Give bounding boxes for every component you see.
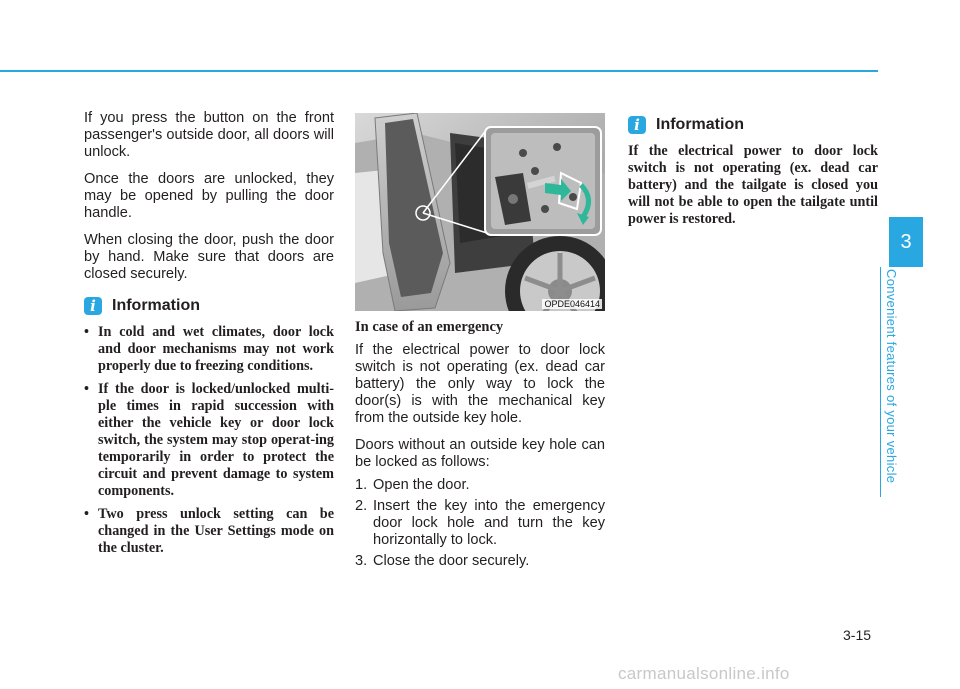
info-icon: i: [628, 116, 646, 134]
paragraph-emergency: If the electrical power to door lock switch is not operating (ex. dead car battery) the only way to lock the door(s) is with the mechanical key from the outside key hole.: [355, 342, 605, 426]
list-item: 2. Insert the key into the emergency door lock hole and turn the key horizontally to lock.: [355, 498, 605, 548]
information-text: If the electrical power to door lock switch is not operating (ex. dead car battery) and the tailgate is closed you will not be able to open the tailgate until power is restored.: [628, 143, 878, 227]
door-lock-illustration: [355, 113, 605, 311]
page-number: 3-15: [843, 627, 872, 643]
list-item: • Two press unlock setting can be changed in the User Settings mode on the cluster.: [84, 506, 334, 556]
paragraph-unlock-all: If you press the button on the front passenger's outside door, all doors will unlock.: [84, 110, 334, 160]
paragraph-open-doors: Once the doors are unlocked, they may be opened by pulling the door handle.: [84, 171, 334, 221]
information-title: Information: [112, 297, 200, 314]
header-rule: [0, 70, 878, 72]
emergency-heading: In case of an emergency: [355, 319, 504, 335]
information-title: Information: [656, 116, 744, 133]
list-item: • In cold and wet climates, door lock and door mechanisms may not work properly due to freezing conditions.: [84, 324, 334, 374]
column-right: [628, 110, 878, 228]
column-middle: [355, 113, 605, 574]
lock-steps-list: [355, 477, 605, 570]
information-heading: [84, 297, 334, 315]
car-door-drawing: [355, 113, 605, 311]
bullet-glyph: •: [84, 324, 89, 340]
information-list: [84, 324, 334, 557]
chapter-tab: 3: [889, 217, 923, 267]
info-icon: i: [84, 297, 102, 315]
watermark: carmanualsonline.info: [618, 664, 790, 683]
list-item: 1. Open the door.: [355, 477, 470, 493]
list-item: 3. Close the door securely.: [355, 553, 530, 569]
column-left: [84, 110, 334, 563]
figure-code: OPDE046414: [544, 299, 600, 309]
list-item: • If the door is locked/unlocked multi-ple times in rapid succession with either the vehicle key or door lock switch, the system may stop operat-ing temporarily in order to protect the circuit and prevent damage to system components.: [84, 381, 334, 499]
information-heading: [628, 116, 878, 134]
bullet-glyph: •: [84, 506, 89, 522]
paragraph-no-keyhole: Doors without an outside key hole can be locked as follows:: [355, 437, 605, 470]
paragraph-closing: When closing the door, push the door by hand. Make sure that doors are closed securely.: [84, 232, 334, 282]
bullet-glyph: •: [84, 381, 89, 397]
chapter-divider: [880, 267, 881, 497]
